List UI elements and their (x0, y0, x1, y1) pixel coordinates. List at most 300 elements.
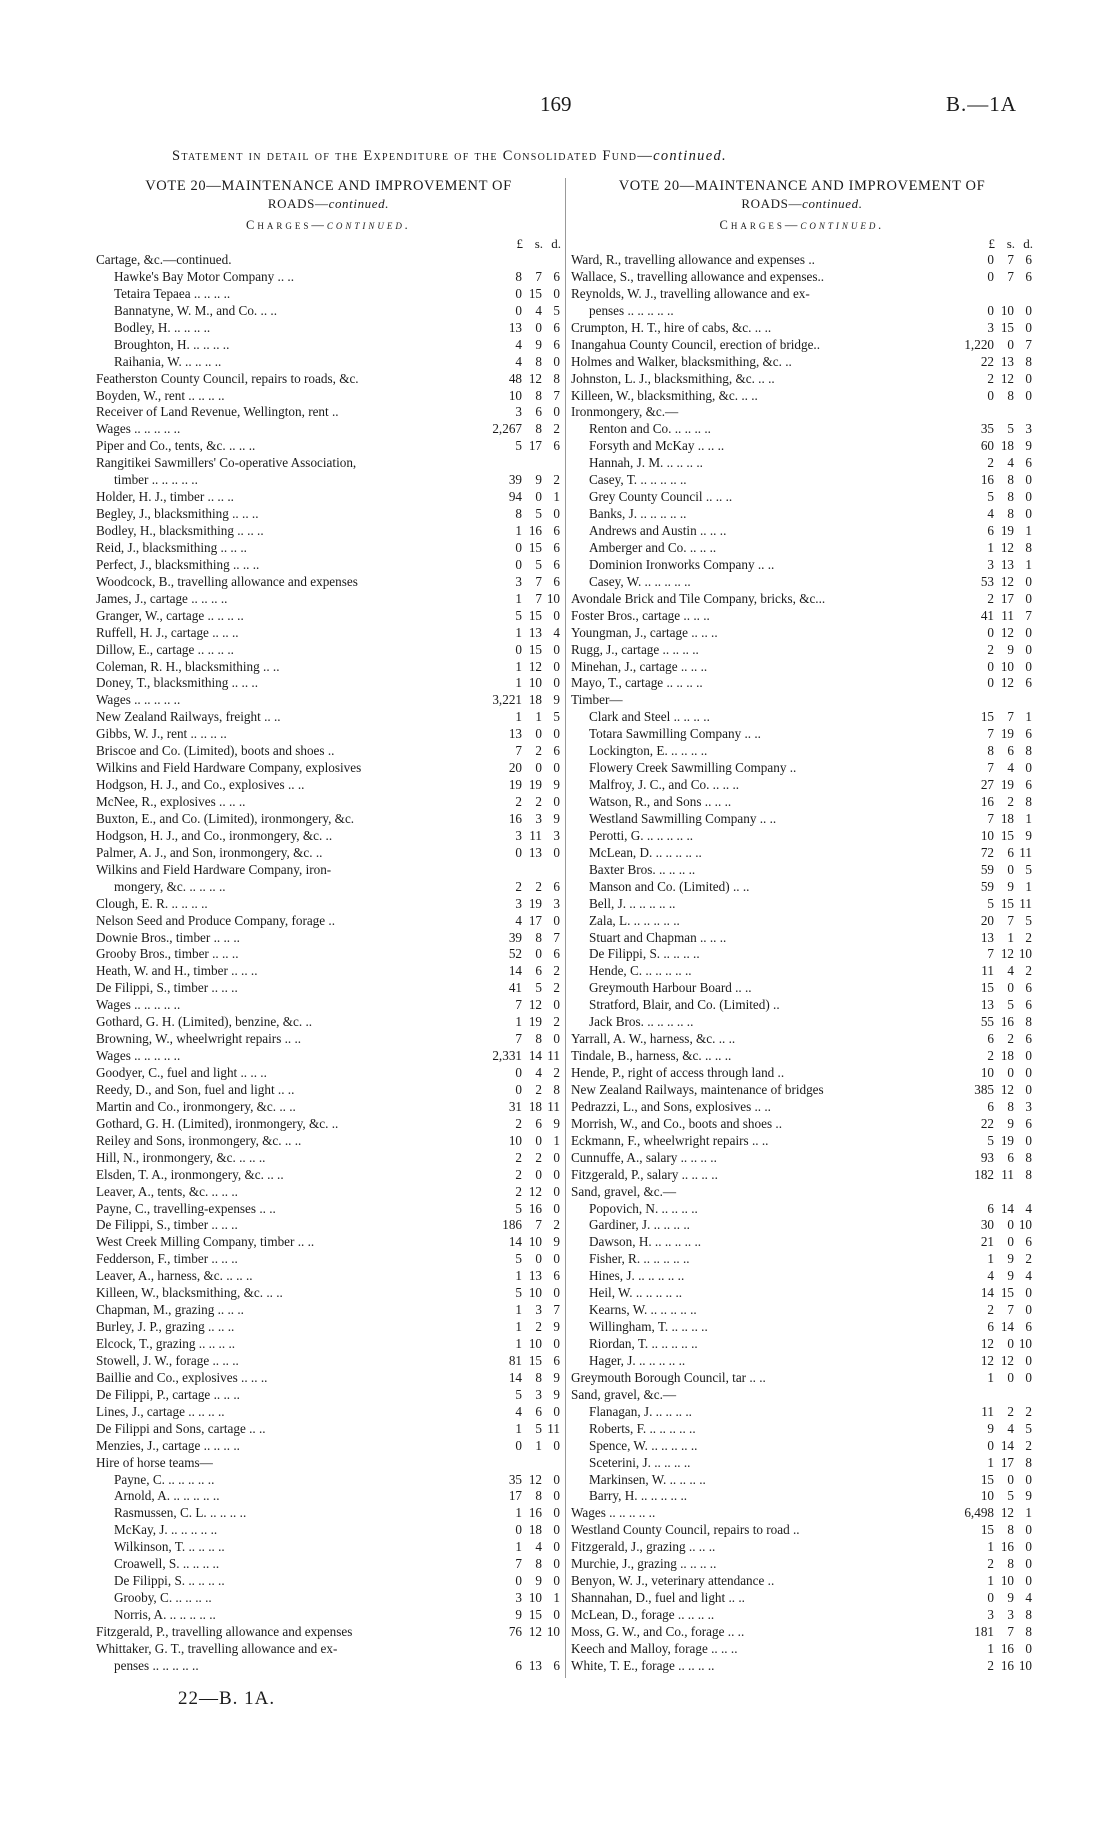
entry-description: Roberts, F. .. .. .. .. .. (589, 1420, 696, 1436)
shillings-value: 18 (528, 1098, 542, 1114)
pence-value: 6 (553, 438, 560, 454)
pence-value: 0 (553, 1522, 560, 1538)
ledger-row (96, 811, 561, 828)
ledger-row (96, 794, 561, 811)
pounds-value: 1 (515, 1014, 522, 1030)
pounds-value: 10 (980, 827, 994, 843)
entry-description: McKay, J. .. .. .. .. .. (114, 1522, 218, 1538)
pence-value: 3 (1025, 1098, 1032, 1114)
ledger-row (571, 1133, 1033, 1150)
shillings-value: 2 (535, 1319, 542, 1335)
ledger-row (571, 1421, 1033, 1438)
entry-description: Ruffell, H. J., cartage .. .. .. (96, 624, 239, 640)
pence-value: 0 (553, 844, 560, 860)
shillings-value: 16 (1000, 1657, 1014, 1673)
shillings-header: s. (1006, 236, 1015, 251)
ledger-row (571, 777, 1033, 794)
pounds-value: 1 (987, 1251, 994, 1267)
ledger-row (571, 726, 1033, 743)
pounds-value: 2 (515, 1183, 522, 1199)
left-vote-title (96, 178, 561, 212)
ledger-row (571, 1285, 1033, 1302)
shillings-value: 9 (535, 1573, 542, 1589)
entry-description: Elsden, T. A., ironmongery, &c. .. .. (96, 1166, 284, 1182)
pence-value: 1 (553, 1132, 560, 1148)
entry-description: Heil, W. .. .. .. .. .. (589, 1285, 683, 1301)
shillings-value: 8 (535, 929, 542, 945)
right-charges-heading (571, 218, 1033, 236)
pence-value: 0 (553, 675, 560, 691)
ledger-row (96, 371, 561, 388)
entry-description: Whittaker, G. T., travelling allowance and ex- (96, 1640, 338, 1656)
entry-description: McLean, D., forage .. .. .. .. (571, 1607, 715, 1622)
shillings-value: 10 (528, 1336, 542, 1351)
ledger-row (571, 1014, 1033, 1031)
pounds-value: 0 (515, 285, 522, 301)
entry-description: Banks, J. .. .. .. .. .. (589, 506, 687, 522)
ledger-row (96, 1590, 561, 1607)
ledger-row (571, 1455, 1033, 1472)
pounds-value: 6 (987, 1098, 994, 1114)
right-charges-main: Charges— (719, 218, 801, 232)
ledger-row (571, 1251, 1033, 1268)
shillings-value: 0 (535, 946, 542, 962)
ledger-row (96, 1658, 561, 1675)
ledger-row (571, 388, 1033, 405)
pence-value: 0 (553, 658, 560, 674)
entry-description: Wilkins and Field Hardware Company, explosives (96, 760, 362, 776)
pence-value: 0 (553, 726, 560, 742)
ledger-row (571, 913, 1033, 930)
pence-value: 0 (1025, 489, 1032, 505)
shillings-value: 4 (1007, 760, 1014, 776)
entry-description: Clough, E. R. .. .. .. .. (96, 895, 208, 911)
pounds-value (937, 286, 995, 303)
pence-value: 6 (1025, 268, 1032, 284)
entry-description: Bell, J. .. .. .. .. .. (589, 895, 676, 911)
pence-value: 8 (1025, 1014, 1032, 1030)
ledger-row (96, 303, 561, 320)
entry-description: Baxter Bros. .. .. .. .. (589, 861, 696, 877)
shillings-value: 5 (535, 556, 542, 572)
shillings-value: 2 (535, 743, 542, 759)
ledger-row (571, 1624, 1033, 1641)
shillings-value: 13 (528, 1268, 542, 1284)
pence-value (543, 252, 561, 269)
left-entries (96, 252, 561, 1675)
pounds-value: 1 (515, 1319, 522, 1335)
entry-description: Morrish, W., and Co., boots and shoes .. (571, 1115, 782, 1131)
shillings-value (995, 692, 1015, 709)
pounds-value: 385 (974, 1081, 994, 1097)
pence-value: 5 (1025, 861, 1032, 877)
ledger-row (96, 997, 561, 1014)
ledger-row (571, 320, 1033, 337)
pence-value: 6 (553, 556, 560, 572)
pence-value: 8 (1025, 794, 1032, 809)
shillings-value: 5 (535, 980, 542, 996)
entry-description: Clark and Steel .. .. .. .. (589, 709, 710, 725)
ledger-row (571, 455, 1033, 472)
shillings-value: 12 (1000, 946, 1014, 962)
pounds-value: 76 (508, 1623, 522, 1639)
ledger-row (571, 1065, 1033, 1082)
entry-description: Begley, J., blacksmithing .. .. .. (96, 506, 259, 522)
entry-description: Markinsen, W. .. .. .. .. (589, 1471, 706, 1487)
pence-value: 0 (553, 1200, 560, 1216)
shillings-value: 7 (535, 268, 542, 284)
pence-value: 0 (553, 1437, 560, 1453)
ledger-row (571, 743, 1033, 760)
pence-value: 0 (553, 1573, 560, 1589)
shillings-value: 4 (535, 1065, 542, 1080)
pence-value: 2 (553, 980, 560, 996)
shillings-value: 16 (528, 1200, 542, 1216)
pounds-value: 0 (987, 387, 994, 403)
ledger-row (571, 421, 1033, 438)
shillings-value: 2 (535, 1149, 542, 1165)
pence-value: 6 (1025, 1031, 1032, 1047)
pounds-value: 1 (515, 1539, 522, 1555)
shillings-value: 4 (1007, 963, 1014, 979)
entry-description: De Filippi and Sons, cartage .. .. (96, 1420, 266, 1436)
ledger-row (571, 286, 1033, 303)
ledger-row (571, 1556, 1033, 1573)
pence-value (1015, 1184, 1033, 1201)
ledger-row (571, 1302, 1033, 1319)
shillings-value: 17 (528, 438, 542, 454)
pence-value: 0 (1025, 1522, 1032, 1538)
pence-value: 6 (553, 523, 560, 538)
entry-description: Briscoe and Co. (Limited), boots and shoes .. (96, 743, 335, 759)
ledger-row (571, 1234, 1033, 1251)
shillings-value (523, 252, 543, 269)
pence-value: 6 (1025, 675, 1032, 691)
pence-value: 9 (553, 1115, 560, 1131)
pence-value: 11 (547, 1420, 560, 1436)
ledger-row (96, 1370, 561, 1387)
left-charges-italic: continued. (326, 218, 411, 232)
ledger-row (96, 1302, 561, 1319)
shillings-value: 12 (1000, 675, 1014, 691)
ledger-row (571, 1116, 1033, 1133)
pence-value (1015, 404, 1033, 421)
entry-description: Grey County Council .. .. .. (589, 489, 733, 505)
entry-description: Bannatyne, W. M., and Co. .. .. (114, 302, 278, 318)
ledger-row (96, 1133, 561, 1150)
pence-value: 7 (1025, 607, 1032, 623)
shillings-value: 4 (1007, 1420, 1014, 1436)
pounds-value: 1 (987, 1454, 994, 1470)
pence-value: 8 (1025, 1149, 1032, 1165)
entry-description: Gothard, G. H. (Limited), benzine, &c. .. (96, 1014, 313, 1030)
entry-description: Reynolds, W. J., travelling allowance and ex- (571, 285, 810, 301)
pounds-value: 7 (515, 743, 522, 759)
ledger-row (571, 1573, 1033, 1590)
entry-description: Raihania, W. .. .. .. .. (114, 353, 222, 369)
pence-value: 0 (1025, 1573, 1032, 1589)
ledger-row (96, 1505, 561, 1522)
pounds-value: 35 (508, 1471, 522, 1487)
pence-value: 0 (1025, 590, 1032, 606)
shillings-value: 6 (535, 963, 542, 979)
pence-value: 0 (553, 1285, 560, 1301)
shillings-value: 6 (1007, 844, 1014, 860)
pence-value (1015, 1387, 1033, 1404)
pounds-value: 39 (508, 929, 522, 945)
pence-value: 0 (553, 1251, 560, 1267)
pence-value: 0 (553, 353, 560, 369)
pounds-value: 5 (987, 895, 994, 911)
pence-value: 9 (553, 810, 560, 826)
shillings-value (523, 455, 543, 472)
entry-description: Goodyer, C., fuel and light .. .. .. (96, 1065, 267, 1080)
ledger-row (96, 1150, 561, 1167)
ledger-row (571, 811, 1033, 828)
pence-value: 1 (1025, 878, 1032, 894)
ledger-row (96, 980, 561, 997)
shillings-value: 18 (1000, 1048, 1014, 1064)
entry-description: Fitzgerald, J., grazing .. .. .. (571, 1539, 716, 1555)
pence-value: 7 (1025, 336, 1032, 352)
pounds-value: 0 (987, 252, 994, 267)
document-code: B.—1A (946, 92, 1017, 116)
pounds-value: 14 (980, 1285, 994, 1301)
left-vote-subtitle-italic: continued. (328, 196, 390, 211)
shillings-value: 9 (1007, 878, 1014, 894)
shillings-value: 0 (1007, 1471, 1014, 1487)
entry-description: Dawson, H. .. .. .. .. .. (589, 1234, 702, 1250)
ledger-row (96, 879, 561, 896)
entry-description: Eckmann, F., wheelwright repairs .. .. (571, 1132, 769, 1148)
ledger-row (96, 1404, 561, 1421)
pence-value: 1 (1025, 709, 1032, 725)
shillings-value: 10 (528, 1285, 542, 1301)
pounds-value: 1 (987, 539, 994, 555)
ledger-row (571, 371, 1033, 388)
entry-description: timber .. .. .. .. .. (114, 472, 198, 488)
pence-value: 0 (1025, 319, 1032, 335)
entry-description: Ward, R., travelling allowance and expenses .. (571, 252, 815, 267)
pounds-value: 1 (515, 709, 522, 725)
entry-description: McNee, R., explosives .. .. .. (96, 794, 246, 809)
entry-description: New Zealand Railways, maintenance of bridges (571, 1081, 824, 1097)
shillings-value: 10 (1000, 658, 1014, 674)
ledger-row (96, 1438, 561, 1455)
shillings-value: 9 (535, 336, 542, 352)
pence-value: 8 (1025, 1454, 1032, 1470)
ledger-row (571, 574, 1033, 591)
pounds-value (937, 1184, 995, 1201)
shillings-value: 12 (1000, 1352, 1014, 1368)
pounds-value: 0 (515, 844, 522, 860)
entry-description: Tetaira Tepaea .. .. .. .. (114, 285, 231, 301)
ledger-row (96, 1387, 561, 1404)
pence-value: 6 (553, 539, 560, 555)
ledger-row (571, 1336, 1033, 1353)
pounds-value: 10 (508, 387, 522, 403)
pence-value: 10 (546, 590, 560, 606)
pounds-value: 5 (515, 1386, 522, 1402)
pounds-value: 7 (987, 726, 994, 742)
shillings-value (995, 1387, 1015, 1404)
entry-description: Hende, P., right of access through land .. (571, 1065, 785, 1080)
ledger-row (571, 1082, 1033, 1099)
ledger-row (96, 1573, 561, 1590)
shillings-value: 6 (1007, 743, 1014, 759)
shillings-value: 2 (1007, 1031, 1014, 1047)
pounds-value: 13 (508, 319, 522, 335)
pounds-value: 8 (515, 268, 522, 284)
pounds-value: 5 (515, 438, 522, 454)
entry-description: Jack Bros. .. .. .. .. .. (589, 1014, 694, 1030)
entry-description: Fitzgerald, P., travelling allowance and expenses (96, 1623, 353, 1639)
pounds-value: 5 (515, 1200, 522, 1216)
pounds-value: 0 (987, 302, 994, 318)
ledger-row (571, 1438, 1033, 1455)
pence-value: 7 (553, 387, 560, 403)
ledger-row (96, 1217, 561, 1234)
shillings-value: 4 (535, 1539, 542, 1555)
shillings-value (995, 1184, 1015, 1201)
pounds-value: 0 (987, 658, 994, 674)
entry-description: Fitzgerald, P., salary .. .. .. .. (571, 1166, 718, 1182)
shillings-value: 12 (1000, 624, 1014, 640)
pounds-value: 7 (515, 1031, 522, 1047)
shillings-value: 16 (528, 523, 542, 538)
shillings-value: 10 (528, 1234, 542, 1250)
ledger-row (571, 303, 1033, 320)
pence-value: 0 (1025, 1065, 1032, 1080)
shillings-value: 0 (1007, 1217, 1014, 1233)
shillings-value: 7 (1007, 252, 1014, 267)
entry-description: Payne, C., travelling-expenses .. .. (96, 1200, 276, 1216)
entry-description: Browning, W., wheelwright repairs .. .. (96, 1031, 302, 1047)
pounds-value: 13 (980, 929, 994, 945)
pounds-value: 5 (515, 1251, 522, 1267)
pence-value: 2 (553, 421, 560, 437)
pence-value: 10 (1018, 1657, 1032, 1673)
pence-value: 10 (546, 1623, 560, 1639)
pence-value (1015, 692, 1033, 709)
shillings-value: 4 (1007, 455, 1014, 471)
pounds-value (465, 1455, 523, 1472)
ledger-row (571, 980, 1033, 997)
pounds-value: 5 (987, 1132, 994, 1148)
entry-description: Bodley, H., blacksmithing .. .. .. (96, 523, 264, 538)
entry-description: Receiver of Land Revenue, Wellington, rent .. (96, 404, 339, 420)
entry-description: Killeen, W., blacksmithing, &c. .. .. (571, 387, 758, 403)
entry-description: Gardiner, J. .. .. .. .. (589, 1217, 690, 1233)
shillings-value: 15 (528, 607, 542, 623)
ledger-row (571, 879, 1033, 896)
entry-description: Leaver, A., tents, &c. .. .. .. (96, 1183, 238, 1199)
shillings-value: 12 (1000, 539, 1014, 555)
pounds-value: 14 (508, 963, 522, 979)
entry-description: Moss, G. W., and Co., forage .. .. (571, 1623, 745, 1639)
shillings-value: 19 (1000, 777, 1014, 793)
pounds-value: 16 (980, 794, 994, 809)
pence-value: 0 (1025, 302, 1032, 318)
pounds-value: 0 (987, 1590, 994, 1606)
pence-value: 9 (553, 1319, 560, 1335)
entry-description: penses .. .. .. .. .. (114, 1657, 199, 1673)
ledger-row (96, 692, 561, 709)
pence-value: 5 (553, 709, 560, 725)
pounds-value: 72 (980, 844, 994, 860)
shillings-value: 5 (535, 506, 542, 522)
entry-description: Norris, A. .. .. .. .. .. (114, 1607, 216, 1622)
shillings-value (995, 286, 1015, 303)
entry-description: Malfroy, J. C., and Co. .. .. .. (589, 777, 740, 793)
pounds-value: 2 (987, 1657, 994, 1673)
ledger-row (96, 1285, 561, 1302)
shillings-value: 19 (528, 1014, 542, 1030)
ledger-row (96, 1472, 561, 1489)
pence-value: 0 (553, 1166, 560, 1182)
left-vote-title-text: VOTE 20—MAINTENANCE AND IMPROVEMENT OF (145, 178, 512, 194)
pounds-value: 2,267 (492, 421, 522, 437)
pence-value: 0 (1025, 1539, 1032, 1555)
pounds-value: 182 (974, 1166, 994, 1182)
pence-value: 6 (553, 946, 560, 962)
pence-value: 2 (553, 1217, 560, 1233)
shillings-value: 13 (528, 844, 542, 860)
pounds-value: 6 (987, 1319, 994, 1335)
shillings-value: 0 (1007, 980, 1014, 996)
entry-description: Crumpton, H. T., hire of cabs, &c. .. .. (571, 319, 772, 335)
ledger-row (571, 862, 1033, 879)
ledger-row (96, 1184, 561, 1201)
pounds-value: 3 (987, 1607, 994, 1622)
entry-description: Payne, C. .. .. .. .. .. (114, 1471, 215, 1487)
pence-value: 8 (553, 370, 560, 386)
pence-header: d. (551, 236, 561, 251)
ledger-row (96, 1421, 561, 1438)
shillings-value: 2 (535, 1081, 542, 1097)
ledger-row (96, 557, 561, 574)
pounds-value: 14 (508, 1369, 522, 1385)
left-vote-subtitle-main: ROADS— (267, 196, 329, 211)
entry-description: Fedderson, F., timber .. .. .. (96, 1251, 238, 1267)
pence-value: 11 (1019, 844, 1032, 860)
pounds-value: 2 (515, 1149, 522, 1165)
pence-value: 0 (1025, 573, 1032, 589)
ledger-row (96, 913, 561, 930)
pence-value: 0 (1025, 1048, 1032, 1064)
shillings-value: 15 (1000, 1285, 1014, 1301)
pounds-value: 0 (515, 302, 522, 318)
shillings-value: 12 (528, 658, 542, 674)
entry-description: Burley, J. P., grazing .. .. .. (96, 1319, 235, 1335)
pounds-value: 1 (515, 658, 522, 674)
shillings-value: 19 (1000, 1132, 1014, 1148)
entry-description: Popovich, N. .. .. .. .. (589, 1200, 698, 1216)
entry-description: Wilkinson, T. .. .. .. .. (114, 1539, 225, 1555)
pence-value: 4 (1025, 1268, 1032, 1284)
statement-title-main: Statement in detail of the Expenditure of the Consolidated Fund— (172, 148, 654, 164)
pounds-value: 4 (987, 1268, 994, 1284)
entry-description: Perfect, J., blacksmithing .. .. .. (96, 556, 260, 572)
entry-description: Keech and Malloy, forage .. .. .. (571, 1640, 738, 1656)
pounds-value: 0 (987, 1437, 994, 1453)
pence-value: 0 (1025, 387, 1032, 403)
pounds-value: 4 (987, 506, 994, 522)
pence-value: 0 (553, 1336, 560, 1351)
pence-value: 0 (553, 794, 560, 809)
entry-description: Totara Sawmilling Company .. .. (589, 726, 761, 742)
ledger-row (571, 1370, 1033, 1387)
